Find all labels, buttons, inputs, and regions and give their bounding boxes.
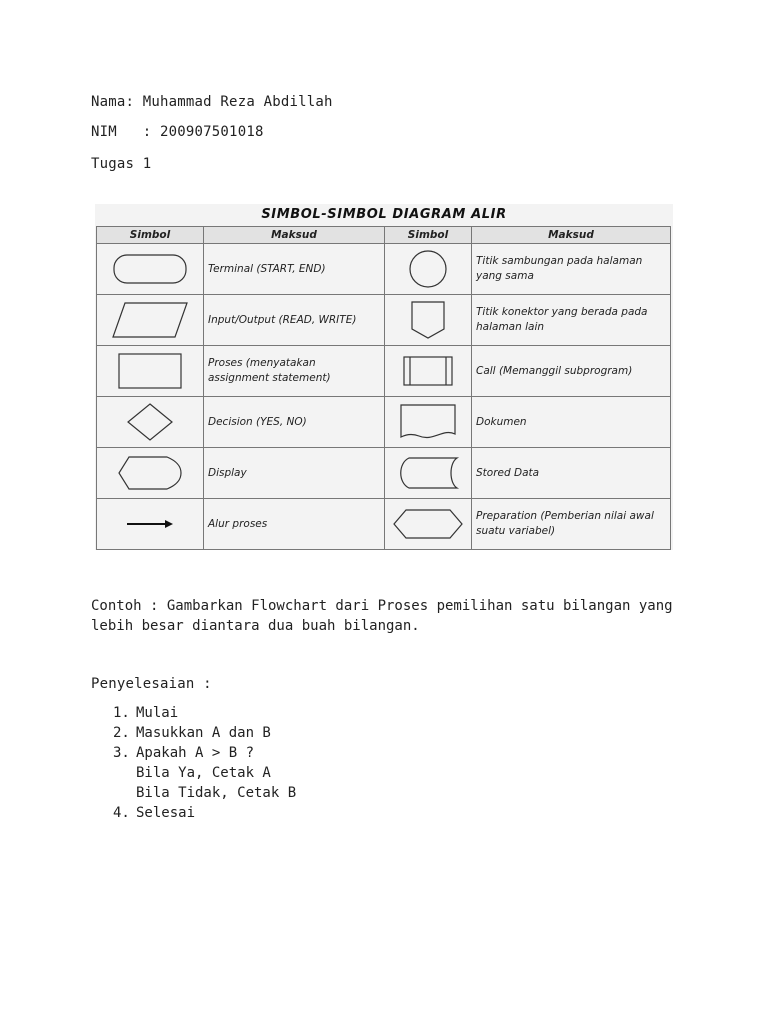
symbol-description: Titik konektor yang berada pada halaman lain	[472, 295, 671, 346]
sub-step: Bila Tidak, Cetak B	[136, 785, 297, 801]
list-item: 2. Masukkan A dan B	[113, 725, 271, 741]
preparation-icon	[390, 507, 466, 541]
call-subprogram-icon	[401, 354, 455, 388]
solution-label: Penyelesaian :	[91, 676, 212, 692]
column-header: Simbol	[97, 227, 204, 244]
table-row	[97, 448, 671, 499]
list-item: 3. Apakah A > B ? Bila Ya, Cetak A Bila Tidak, Cetak B	[113, 745, 297, 801]
symbol-description: Preparation (Pemberian nilai awal suatu variabel)	[472, 499, 671, 550]
figure-title: SIMBOL-SIMBOL DIAGRAM ALIR	[261, 207, 507, 222]
document-icon	[397, 402, 459, 442]
decision-icon	[125, 401, 175, 443]
sub-step: Bila Ya, Cetak A	[136, 765, 271, 781]
flow-arrow-icon	[125, 518, 175, 530]
student-nim: NIM : 200907501018	[91, 124, 264, 140]
table-row	[97, 295, 671, 346]
table-row	[97, 499, 671, 550]
table-row	[97, 397, 671, 448]
symbol-description: Decision (YES, NO)	[204, 397, 385, 448]
student-name: Nama: Muhammad Reza Abdillah	[91, 94, 333, 110]
symbol-description: Titik sambungan pada halaman yang sama	[472, 244, 671, 295]
connector-circle-icon	[406, 247, 450, 291]
symbol-description: Alur proses	[204, 499, 385, 550]
display-icon	[115, 454, 185, 492]
symbols-table	[96, 226, 671, 550]
symbol-description: Display	[204, 448, 385, 499]
symbol-description: Input/Output (READ, WRITE)	[204, 295, 385, 346]
symbol-description: Proses (menyatakan assignment statement)	[204, 346, 385, 397]
table-row	[97, 346, 671, 397]
flowchart-symbols-figure	[95, 204, 673, 550]
terminal-icon	[110, 252, 190, 286]
column-header: Simbol	[385, 227, 472, 244]
offpage-connector-icon	[408, 299, 448, 341]
example-paragraph: Contoh : Gambarkan Flowchart dari Proses pemilihan satu bilangan yang lebih besar diantara dua buah bilangan.	[91, 598, 673, 634]
list-item: 1. Mulai	[113, 705, 179, 721]
column-header: Maksud	[204, 227, 385, 244]
process-icon	[115, 351, 185, 391]
symbol-description: Terminal (START, END)	[204, 244, 385, 295]
table-header-row	[97, 227, 671, 244]
symbol-description: Stored Data	[472, 448, 671, 499]
stored-data-icon	[393, 455, 463, 491]
solution-steps	[91, 703, 296, 823]
assignment-title: Tugas 1	[91, 156, 152, 172]
input-output-icon	[109, 300, 191, 340]
list-item: 4. Selesai	[113, 805, 196, 821]
symbol-description: Call (Memanggil subprogram)	[472, 346, 671, 397]
table-row	[97, 244, 671, 295]
symbol-description: Dokumen	[472, 397, 671, 448]
column-header: Maksud	[472, 227, 671, 244]
